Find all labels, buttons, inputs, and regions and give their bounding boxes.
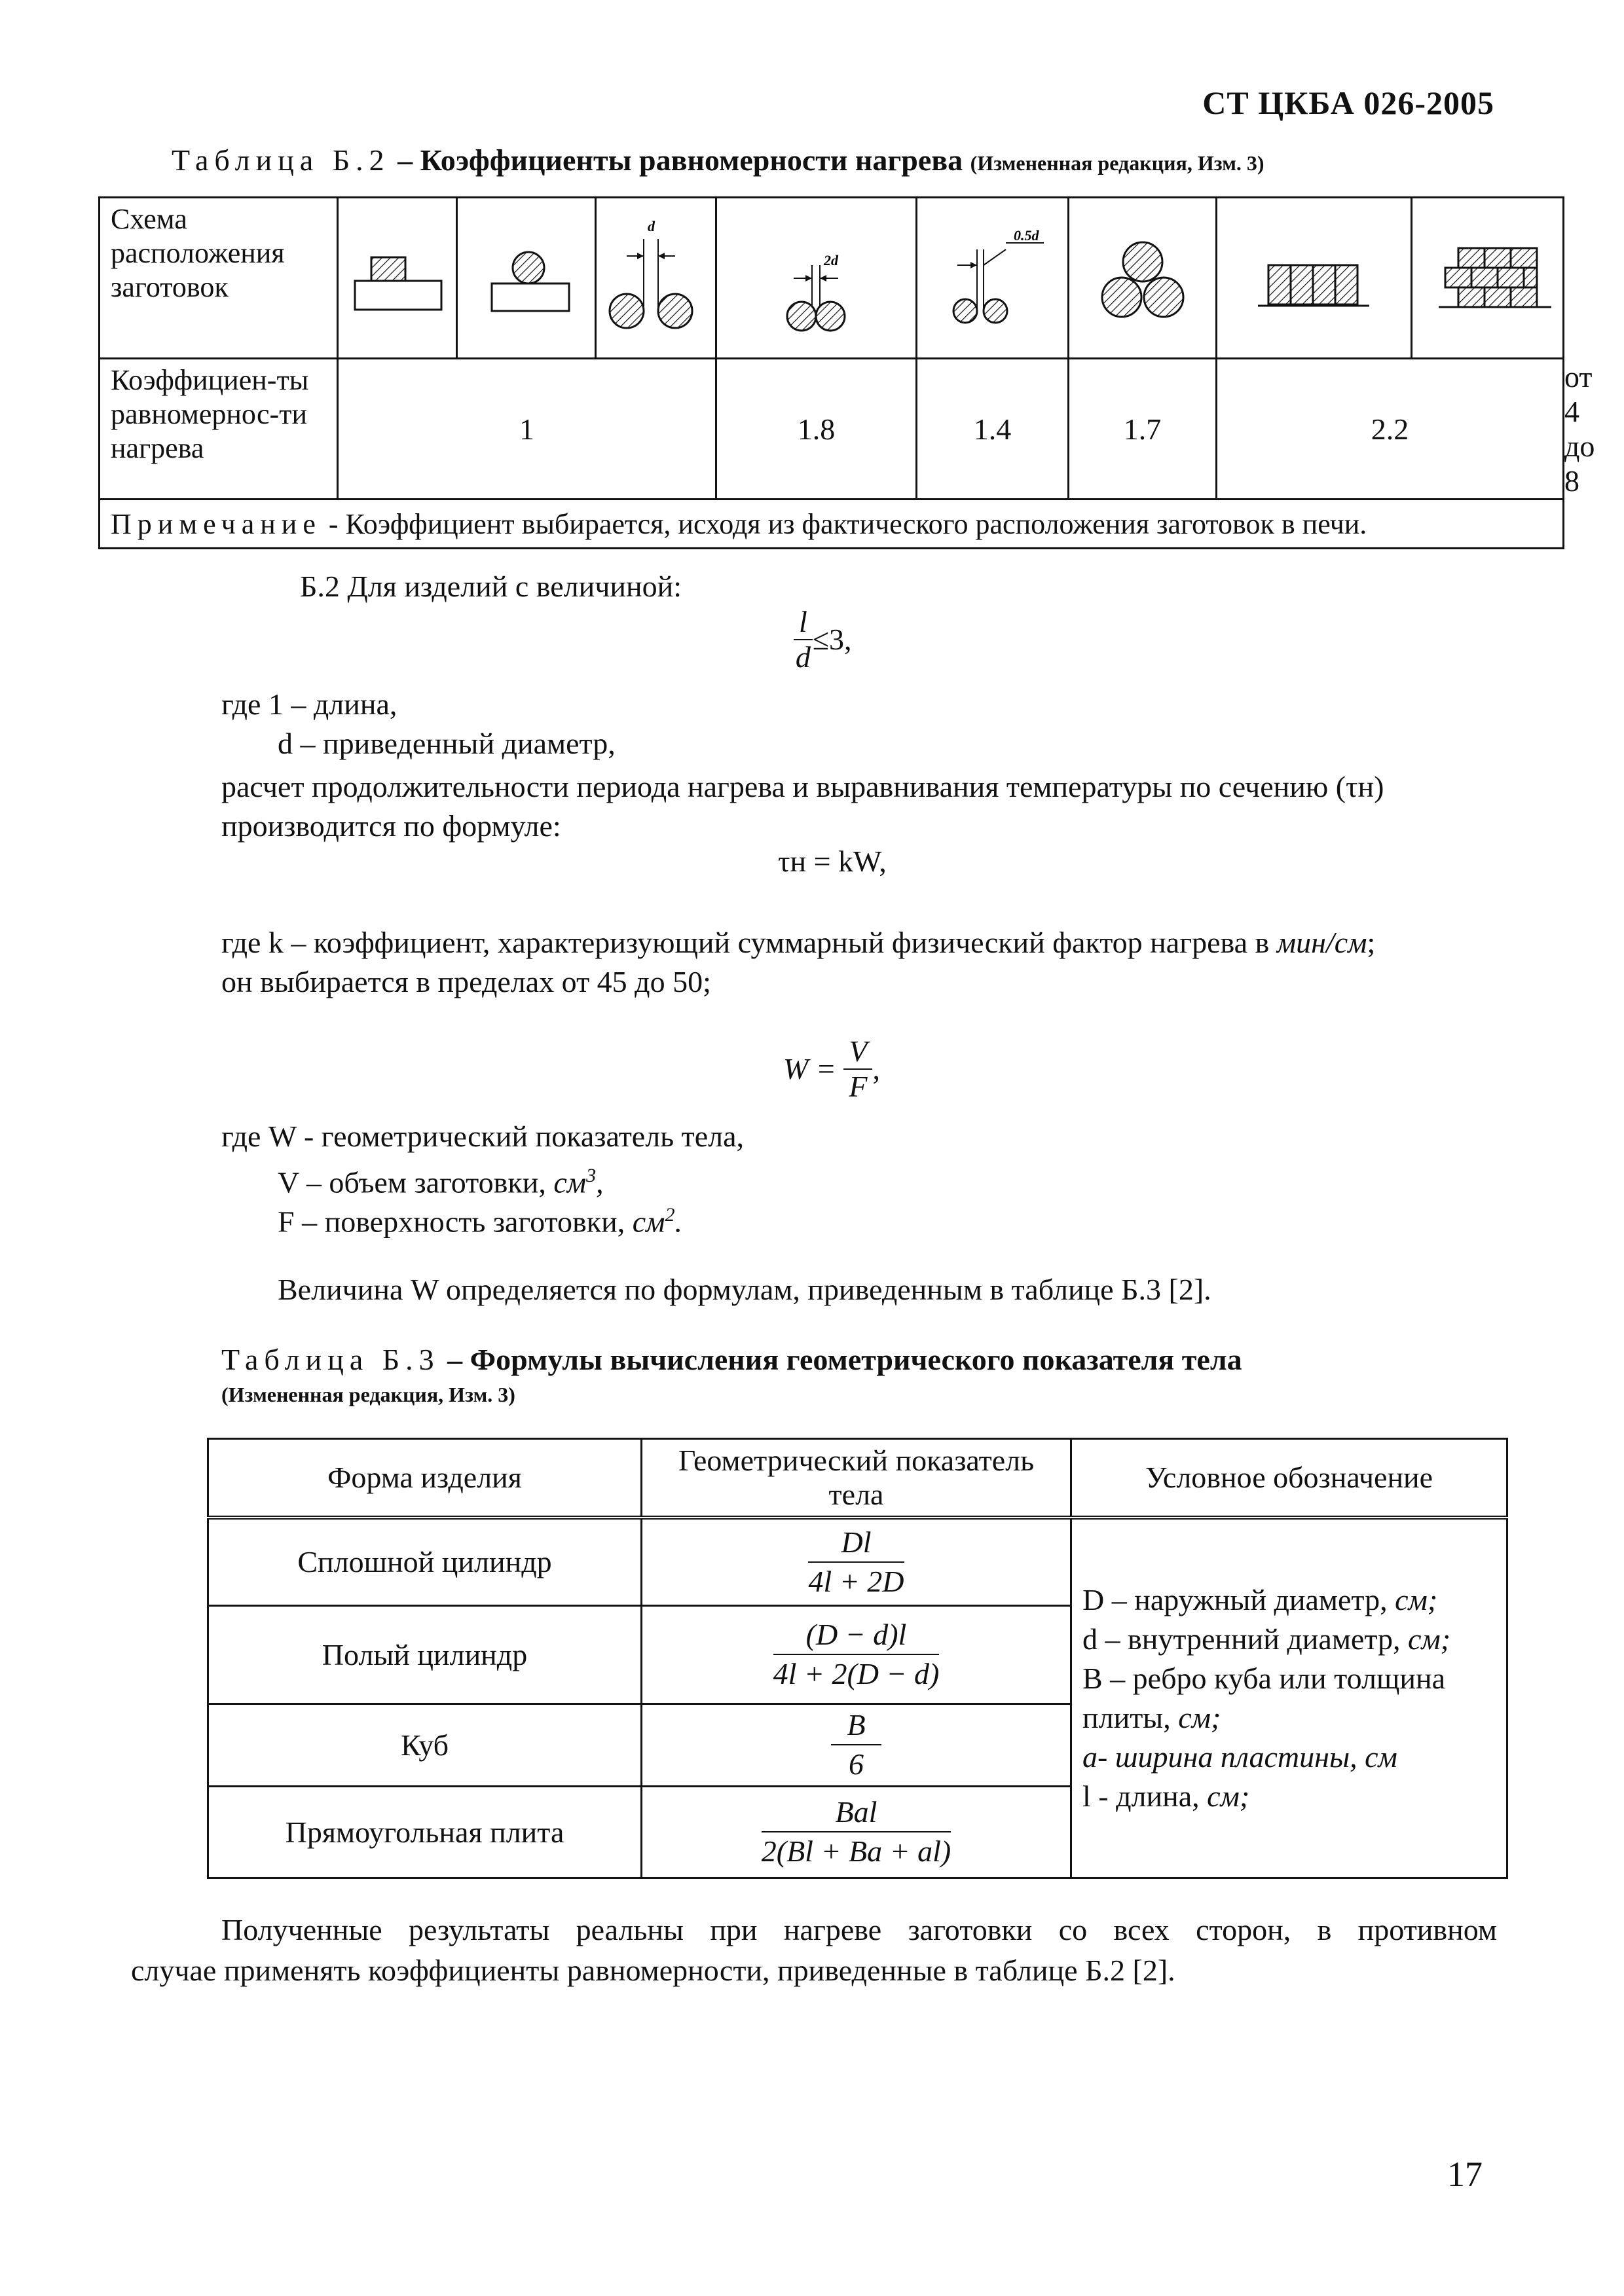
- formula-denominator: 4l + 2D: [808, 1564, 904, 1598]
- formula-numerator: Bal: [762, 1793, 951, 1832]
- v-definition-unit: см: [553, 1165, 587, 1199]
- where-length: где 1 – длина,: [221, 687, 397, 721]
- note-prefix: Примечание: [111, 507, 322, 540]
- note-text: - Коэффициент выбирается, исходя из фактического расположения заготовок в печи.: [321, 507, 1367, 540]
- k-definition-text: где k – коэффициент, характеризующий суммарный физический фактор нагрева в: [221, 926, 1277, 959]
- circle-on-plate-diagram: [471, 232, 582, 324]
- indicator-formula: [642, 1786, 1071, 1878]
- indicator-formula: [642, 1704, 1071, 1786]
- legend-line: плиты, см;: [1082, 1700, 1221, 1734]
- legend-line: B – ребро куба или толщина: [1082, 1661, 1446, 1695]
- indicator-formula: [642, 1605, 1071, 1704]
- formula-denominator: 2(Bl + Ba + al): [761, 1834, 951, 1868]
- table-b2-coefficient-row: Коэффициен-ты равномернос-ти нагрева 1 1.8 1.4 1.7 2.2 от 4 до 8: [100, 359, 1564, 500]
- table-row: [208, 1518, 1507, 1605]
- section-b2-intro: Б.2 Для изделий с величиной:: [300, 570, 682, 603]
- square-on-plate-diagram: [348, 232, 447, 324]
- coefficient-label: Коэффициен-ты равномернос-ти нагрева: [100, 359, 338, 500]
- calc-text-line2: производится по формуле:: [221, 809, 561, 843]
- ratio-fraction: [794, 605, 813, 674]
- w-formula-lhs: W =: [783, 1052, 836, 1085]
- scheme-grid-stack: [1412, 198, 1564, 359]
- scheme-label: Схема расположения заготовок: [100, 198, 338, 359]
- f-definition-end: .: [674, 1205, 682, 1239]
- gap-2d-label: 2d: [823, 251, 838, 268]
- shape-name: Полый цилиндр: [208, 1605, 642, 1704]
- shape-name: Сплошной цилиндр: [208, 1518, 642, 1605]
- table-b3: [207, 1438, 1508, 1879]
- f-definition: [278, 1195, 682, 1241]
- k-definition-line1: [221, 923, 1375, 962]
- legend-line: D – наружный диаметр, см;: [1082, 1582, 1438, 1616]
- tau-formula: τн = kW,: [778, 845, 887, 878]
- scheme-three-circles-stack: [1069, 198, 1217, 359]
- scheme-square-on-plate: [338, 198, 457, 359]
- two-circles-gap-half-d-diagram: [927, 213, 1058, 344]
- formula-numerator: Dl: [808, 1523, 904, 1563]
- table-b2-caption: [172, 143, 1264, 177]
- legend-line: а- ширина пластины, см: [1082, 1740, 1397, 1774]
- table-b2-scheme-row: [100, 198, 1564, 359]
- formula-denominator: 4l + 2(D − d): [773, 1657, 940, 1690]
- v-definition-exponent: 3: [586, 1165, 597, 1186]
- formula-denominator: 6: [848, 1747, 864, 1781]
- ratio-relation: ≤3,: [812, 623, 852, 656]
- scheme-circle-on-plate: [457, 198, 596, 359]
- coefficient-value: 1.7: [1069, 359, 1217, 500]
- formula-numerator: (D − d)l: [773, 1616, 940, 1655]
- scheme-two-circles-gap-d: [596, 198, 716, 359]
- legend-line: d – внутренний диаметр, см;: [1082, 1622, 1451, 1656]
- coefficient-value: 1.8: [716, 359, 917, 500]
- indicator-formula: [642, 1518, 1071, 1605]
- table-b2-caption-note: (Измененная редакция, Изм. 3): [970, 151, 1264, 175]
- w-fraction: [843, 1034, 872, 1104]
- column-header-indicator: Геометрический показатель тела: [642, 1439, 1071, 1518]
- gap-half-d-label: 0.5d: [1013, 227, 1039, 244]
- ratio-numerator: l: [794, 605, 813, 640]
- ratio-formula: [794, 605, 852, 674]
- two-circles-gap-d-diagram: [600, 213, 712, 344]
- scheme-row-of-plates: [1217, 198, 1412, 359]
- table-b2: [98, 196, 1595, 549]
- table-b2-note-row: [100, 500, 1564, 549]
- w-denominator: F: [849, 1070, 868, 1103]
- table-b3-header-row: [208, 1439, 1507, 1518]
- k-definition-unit: мин/см: [1276, 926, 1367, 959]
- w-formula-tail: ,: [872, 1052, 880, 1085]
- document-code: СТ ЦКБА 026-2005: [1202, 84, 1494, 121]
- w-note: Величина W определяется по формулам, приведенным в таблице Б.3 [2].: [278, 1273, 1211, 1306]
- f-definition-exponent: 2: [665, 1204, 675, 1226]
- gap-d-label: d: [647, 217, 655, 234]
- closing-paragraph-line2: случае применять коэффициенты равномерности, приведенные в таблице Б.2 [2].: [131, 1954, 1175, 1987]
- scheme-two-circles-gap-half-d: [917, 198, 1069, 359]
- coefficient-value: 1.4: [917, 359, 1069, 500]
- two-circles-gap-2d-diagram: [761, 213, 872, 344]
- table-b3-caption-note: (Измененная редакция, Изм. 3): [221, 1383, 515, 1406]
- v-definition-end: ,: [596, 1165, 604, 1199]
- formula-numerator: B: [831, 1706, 881, 1745]
- k-definition-line2: он выбирается в пределах от 45 до 50;: [221, 965, 711, 998]
- three-circles-stack-diagram: [1084, 223, 1202, 334]
- where-diameter: d – приведенный диаметр,: [278, 727, 616, 760]
- column-header-notation: Условное обозначение: [1071, 1439, 1507, 1518]
- calc-text-line1: расчет продолжительности периода нагрева и выравнивания температуры по сечению (τн): [221, 770, 1384, 803]
- shape-name: Прямоугольная плита: [208, 1786, 642, 1878]
- table-b3-caption-title: – Формулы вычисления геометрического показателя тела: [439, 1343, 1242, 1376]
- table-b2-caption-prefix: Таблица Б.2: [172, 143, 390, 177]
- table-b2-caption-title: – Коэффициенты равномерности нагрева: [397, 143, 963, 177]
- table-b3-caption: [221, 1342, 1242, 1377]
- table-b3-caption-prefix: Таблица Б.3: [221, 1343, 440, 1376]
- table-b2-note: [100, 500, 1564, 549]
- f-definition-text: F – поверхность заготовки,: [278, 1205, 633, 1239]
- page-number: 17: [1447, 2155, 1483, 2194]
- f-definition-unit: см: [632, 1205, 665, 1239]
- closing-paragraph-line1: Полученные результаты реальны при нагреве заготовки со всех сторон, в противном: [221, 1913, 1497, 1946]
- coefficient-value: 2.2: [1217, 359, 1564, 500]
- w-numerator: V: [843, 1034, 872, 1070]
- k-definition-end: ;: [1367, 926, 1376, 959]
- scheme-two-circles-gap-2d: [716, 198, 917, 359]
- notation-legend: [1071, 1518, 1507, 1878]
- coefficient-value: 1: [338, 359, 716, 500]
- column-header-shape: Форма изделия: [208, 1439, 642, 1518]
- w-definition: где W - геометрический показатель тела,: [221, 1120, 745, 1153]
- ratio-denominator: d: [795, 640, 811, 674]
- v-definition-text: V – объем заготовки,: [278, 1165, 554, 1199]
- grid-stack-diagram: [1412, 232, 1563, 324]
- legend-line: l - длина, см;: [1082, 1779, 1250, 1813]
- row-of-plates-diagram: [1249, 232, 1380, 324]
- shape-name: Куб: [208, 1704, 642, 1786]
- w-formula: [783, 1034, 880, 1104]
